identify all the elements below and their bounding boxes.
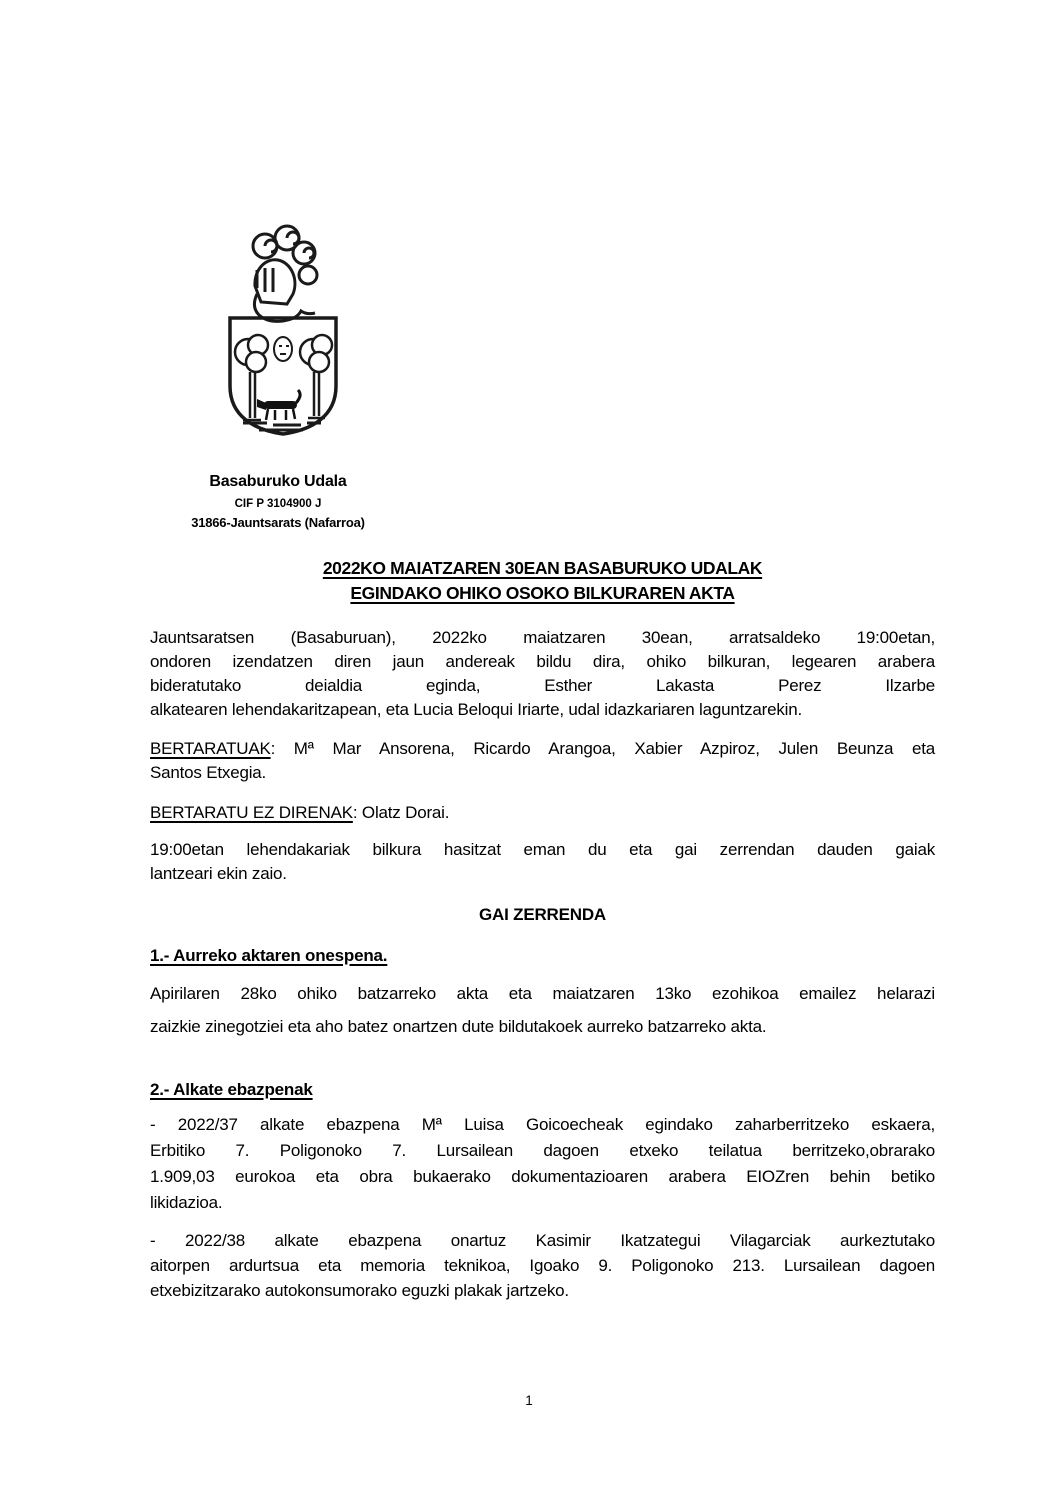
org-name: Basaburuko Udala [209,473,347,490]
coat-of-arms-icon [227,222,339,437]
resolution-2022-38-paragraph [150,1228,935,1303]
agenda-title: GAI ZERRENDA [479,905,606,924]
text-line: Apirilaren 28ko ohiko batzarreko akta eta maiatzaren 13ko ezohikoa emailez helarazi [150,984,935,1003]
text-line: lantzeari ekin zaio. [150,864,287,883]
absentees-label: BERTARATU EZ DIRENAK [150,803,353,822]
absentees-paragraph [150,801,935,825]
section1-heading: 1.- Aurreko aktaren onespena. [150,946,388,965]
section1-paragraph [150,977,935,1043]
section2-heading: 2.- Alkate ebazpenak [150,1080,313,1099]
intro-paragraph [150,626,935,722]
text-line: 1.909,03 eurokoa eta obra bukaerako dokumentazioaren arabera EIOZren behin betiko [150,1167,935,1186]
document-body [150,552,935,1303]
text-line: likidazioa. [150,1193,223,1212]
document-title [150,556,935,606]
text-line: BERTARATUAK: Mª Mar Ansorena, Ricardo Arangoa, Xabier Azpiroz, Julen Beunza eta [150,739,935,758]
text-line: 19:00etan lehendakariak bilkura hasitzat eman du eta gai zerrendan dauden gaiak [150,840,935,859]
text-line: zaizkie zinegotziei eta aho batez onartzen dute bildutakoek aurreko batzarreko akta. [150,1017,767,1036]
page-number: 1 [525,1393,533,1408]
session-opening-paragraph [150,838,935,886]
text-line: alkatearen lehendakaritzapean, eta Lucia Beloqui Iriarte, udal idazkariaren laguntzarekin. [150,700,803,719]
org-cif: CIF P 3104900 J [234,498,322,510]
org-address: 31866-Jauntsarats (Nafarroa) [191,515,365,530]
text-line: Erbitiko 7. Poligonoko 7. Lursailean dagoen etxeko teilatua berritzeko,obrarako [150,1141,935,1160]
text-line: ondoren izendatzen diren jaun andereak bildu dira, ohiko bilkuran, legearen arabera [150,652,935,671]
text-line: - 2022/37 alkate ebazpena Mª Luisa Goicoecheak egindako zaharberritzeko eskaera, [150,1115,935,1134]
text-line: bideratutako deialdia eginda, Esther Lakasta Perez Ilzarbe [150,676,935,695]
resolution-2022-37-paragraph [150,1112,935,1216]
text-line: Santos Etxegia. [150,763,267,782]
text-line: etxebizitzarako autokonsumorako eguzki plakak jartzeko. [150,1281,569,1300]
text-line: aitorpen ardurtsua eta memoria teknikoa, Igoako 9. Poligonoko 213. Lursailean dagoen [150,1256,935,1275]
text-line: Jauntsaratsen (Basaburuan), 2022ko maiatzaren 30ean, arratsaldeko 19:00etan, [150,628,935,647]
attendees-paragraph [150,737,935,785]
attendees-label: BERTARATUAK [150,739,271,758]
document-title-line1: 2022KO MAIATZAREN 30EAN BASABURUKO UDALAK [322,558,763,578]
text-line: - 2022/38 alkate ebazpena onartuz Kasimir Ikatzategui Vilagarciak aurkeztutako [150,1231,935,1250]
org-identity-block [150,472,406,531]
document-title-line2: EGINDAKO OHIKO OSOKO BILKURAREN AKTA [350,583,735,603]
text-line: BERTARATU EZ DIRENAK: Olatz Dorai. [150,803,450,822]
